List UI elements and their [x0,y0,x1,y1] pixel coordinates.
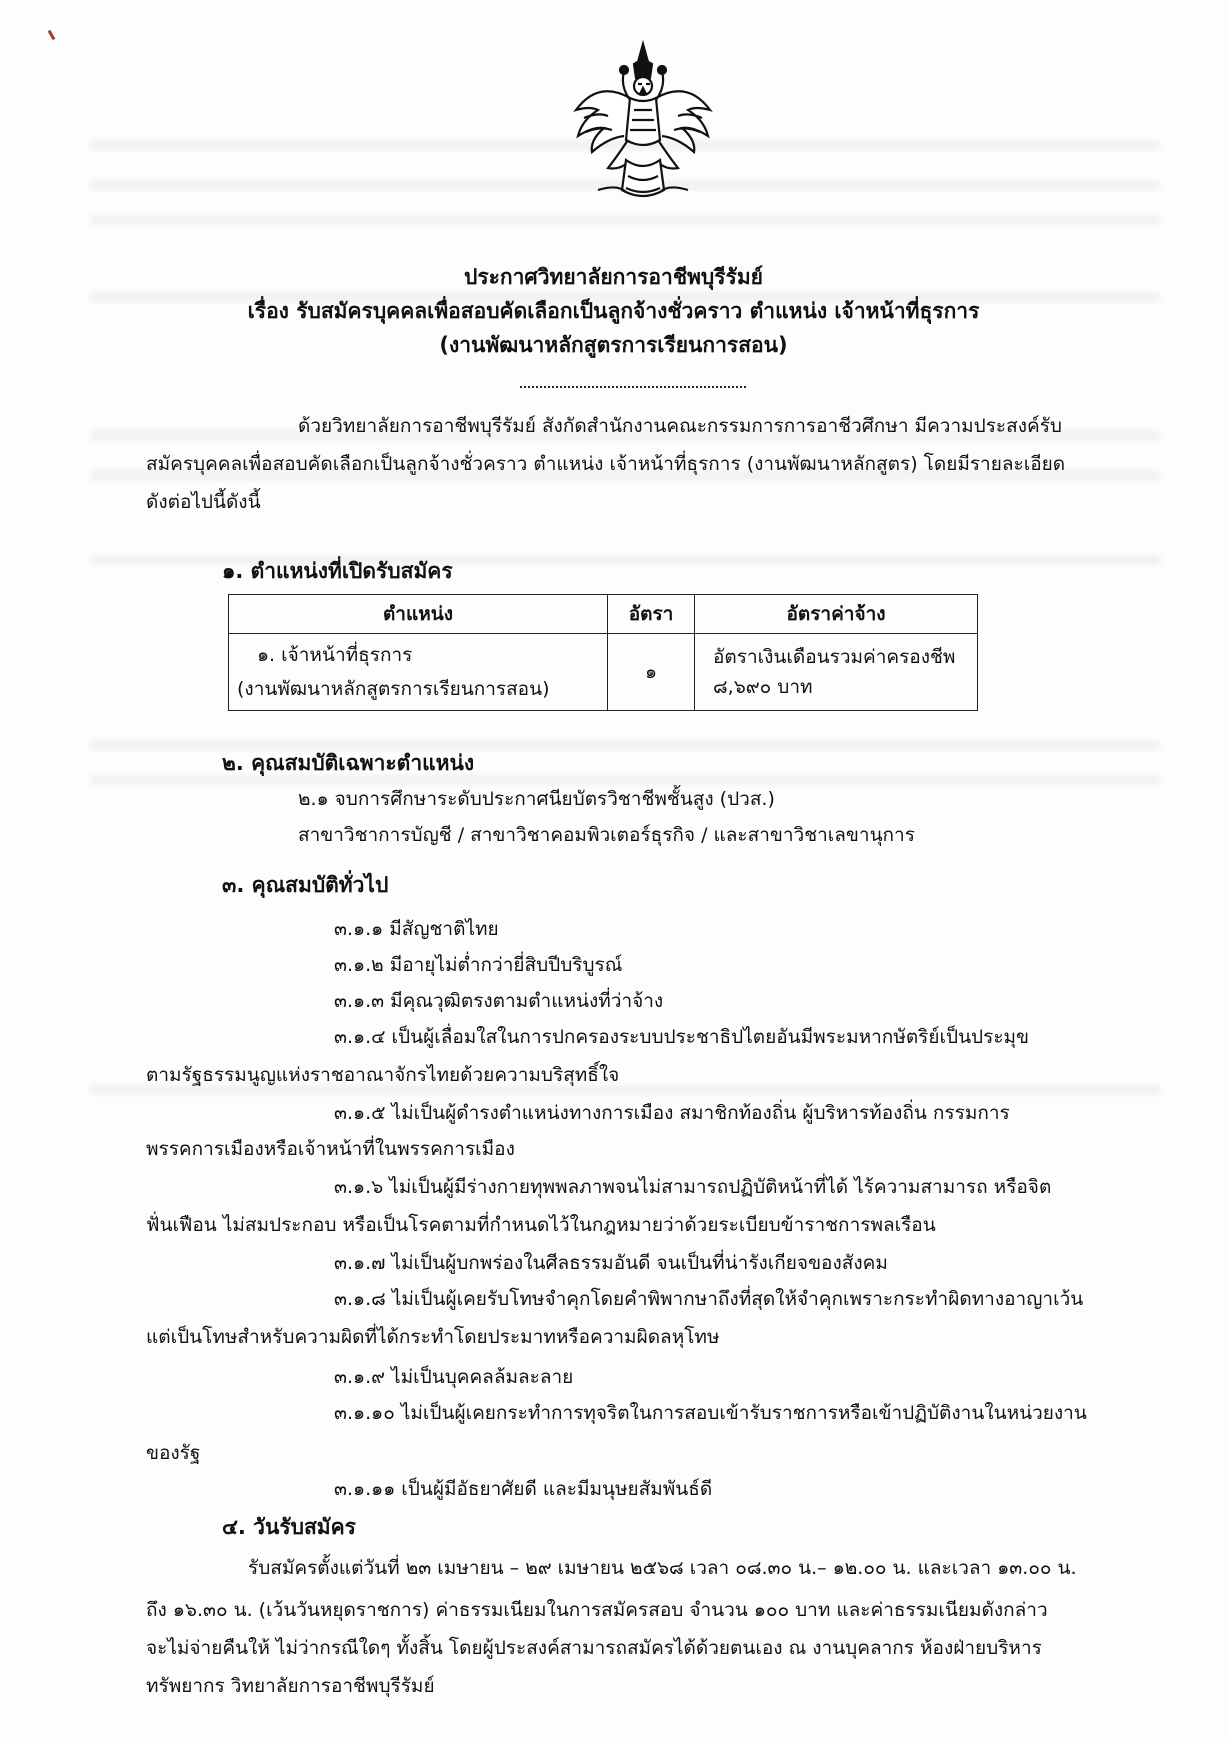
list-item: ๓.๑.๑ มีสัญชาติไทย [334,918,499,940]
announcement-subject: เรื่อง รับสมัครบุคคลเพื่อสอบคัดเลือกเป็นลูกจ้างชั่วคราว ตำแหน่ง เจ้าหน้าที่ธุรการ [247,299,980,323]
intro-line-1: ด้วยวิทยาลัยการอาชีพบุรีรัมย์ สังกัดสำนักงานคณะกรรมการการอาชีวศึกษา มีความประสงค์รับ [298,415,1062,437]
section-2-title: ๒. คุณสมบัติเฉพาะตำแหน่ง [222,751,475,775]
table-cell-wage: อัตราเงินเดือนรวมค่าครองชีพ ๘,๖๙๐ บาท [695,634,978,711]
list-item-continuation: แต่เป็นโทษสำหรับความผิดที่ได้กระทำโดยประมาทหรือความผิดลหุโทษ [146,1326,720,1348]
list-item-continuation: ของรัฐ [146,1442,201,1464]
scan-mark [48,30,56,40]
intro-line-2: สมัครบุคคลเพื่อสอบคัดเลือกเป็นลูกจ้างชั่วคราว ตำแหน่ง เจ้าหน้าที่ธุรการ (งานพัฒนาหลักสูตร) โดยมีรายละเอียด [146,453,1066,475]
list-item: ๓.๑.๑๐ ไม่เป็นผู้เคยกระทำการทุจริตในการสอบเข้ารับราชการหรือเข้าปฏิบัติงานในหน่วยงาน [334,1402,1087,1424]
list-item-continuation: ตามรัฐธรรมนูญแห่งราชอาณาจักรไทยด้วยความบริสุทธิ์ใจ [146,1064,620,1086]
announcement-title: ประกาศวิทยาลัยการอาชีพบุรีรัมย์ [464,265,763,289]
list-item: ๓.๑.๔ เป็นผู้เลื่อมใสในการปกครองระบบประชาธิปไตยอันมีพระมหากษัตริย์เป็นประมุข [334,1026,1030,1048]
list-item: ๓.๑.๒ มีอายุไม่ต่ำกว่ายี่สิบปีบริบูรณ์ [334,954,623,976]
list-item-continuation: พรรคการเมืองหรือเจ้าหน้าที่ในพรรคการเมือง [146,1138,515,1160]
list-item: ๓.๑.๘ ไม่เป็นผู้เคยรับโทษจำคุกโดยคำพิพากษาถึงที่สุดให้จำคุกเพราะกระทำผิดทางอาญาเว้น [334,1288,1084,1310]
section-4-line-1: รับสมัครตั้งแต่วันที่ ๒๓ เมษายน – ๒๙ เมษายน ๒๕๖๘ เวลา ๐๘.๓๐ น.– ๑๒.๐๐ น. และเวลา ๑๓.๐๐ น. [248,1557,1077,1579]
title-divider [520,386,746,388]
table-header-wage: อัตราค่าจ้าง [695,595,978,634]
section-3-title: ๓. คุณสมบัติทั่วไป [222,873,389,897]
section-2-fields: สาขาวิชาการบัญชี / สาขาวิชาคอมพิวเตอร์ธุรกิจ / และสาขาวิชาเลขานุการ [298,824,915,846]
announcement-subject-line2: (งานพัฒนาหลักสูตรการเรียนการสอน) [439,333,788,357]
table-row [229,634,978,711]
table-cell-position [229,634,608,711]
intro-line-3: ดังต่อไปนี้ดังนี้ [146,491,261,513]
list-item: ๓.๑.๕ ไม่เป็นผู้ดำรงตำแหน่งทางการเมือง สมาชิกท้องถิ่น ผู้บริหารท้องถิ่น กรรมการ [334,1102,1010,1124]
table-header-position: ตำแหน่ง [229,595,608,634]
list-item: ๓.๑.๗ ไม่เป็นผู้บกพร่องในศีลธรรมอันดี จนเป็นที่น่ารังเกียจของสังคม [334,1252,888,1274]
list-item: ๓.๑.๓ มีคุณวุฒิตรงตามตำแหน่งที่ว่าจ้าง [334,990,664,1012]
position-unit: (งานพัฒนาหลักสูตรการเรียนการสอน) [237,678,550,700]
section-4-line-3: จะไม่จ่ายคืนให้ ไม่ว่ากรณีใดๆ ทั้งสิ้น โดยผู้ประสงค์สามารถสมัครได้ด้วยตนเอง ณ งานบุคลากร ห้องฝ่ายบริหาร [146,1637,1042,1659]
list-item: ๓.๑.๑๑ เป็นผู้มีอัธยาศัยดี และมีมนุษยสัมพันธ์ดี [334,1478,713,1500]
section-1-title: ๑. ตำแหน่งที่เปิดรับสมัคร [222,559,453,583]
position-table [228,594,978,711]
section-4-line-4: ทรัพยากร วิทยาลัยการอาชีพบุรีรัมย์ [146,1675,435,1697]
bleed-through [90,215,1160,225]
list-item: ๓.๑.๙ ไม่เป็นบุคคลล้มละลาย [334,1366,574,1388]
section-2-qualification: ๒.๑ จบการศึกษาระดับประกาศนียบัตรวิชาชีพชั้นสูง (ปวส.) [298,788,775,810]
table-header-row [229,595,978,634]
table-cell-rate: ๑ [608,634,695,711]
list-item-continuation: ฟั่นเฟือน ไม่สมประกอบ หรือเป็นโรคตามที่กำหนดไว้ในกฎหมายว่าด้วยระเบียบข้าราชการพลเรือน [146,1214,936,1236]
list-item: ๓.๑.๖ ไม่เป็นผู้มีร่างกายทุพพลภาพจนไม่สามารถปฏิบัติหน้าที่ได้ ไร้ความสามารถ หรือจิต [334,1176,1052,1198]
section-4-line-2: ถึง ๑๖.๓๐ น. (เว้นวันหยุดราชการ) ค่าธรรมเนียมในการสมัครสอบ จำนวน ๑๐๐ บาท และค่าธรรมเนียมดังกล่าว [146,1599,1048,1621]
garuda-emblem-icon [568,40,718,210]
position-name: ๑. เจ้าหน้าที่ธุรการ [257,644,413,666]
section-4-title: ๔. วันรับสมัคร [222,1515,356,1539]
table-header-rate: อัตรา [608,595,695,634]
